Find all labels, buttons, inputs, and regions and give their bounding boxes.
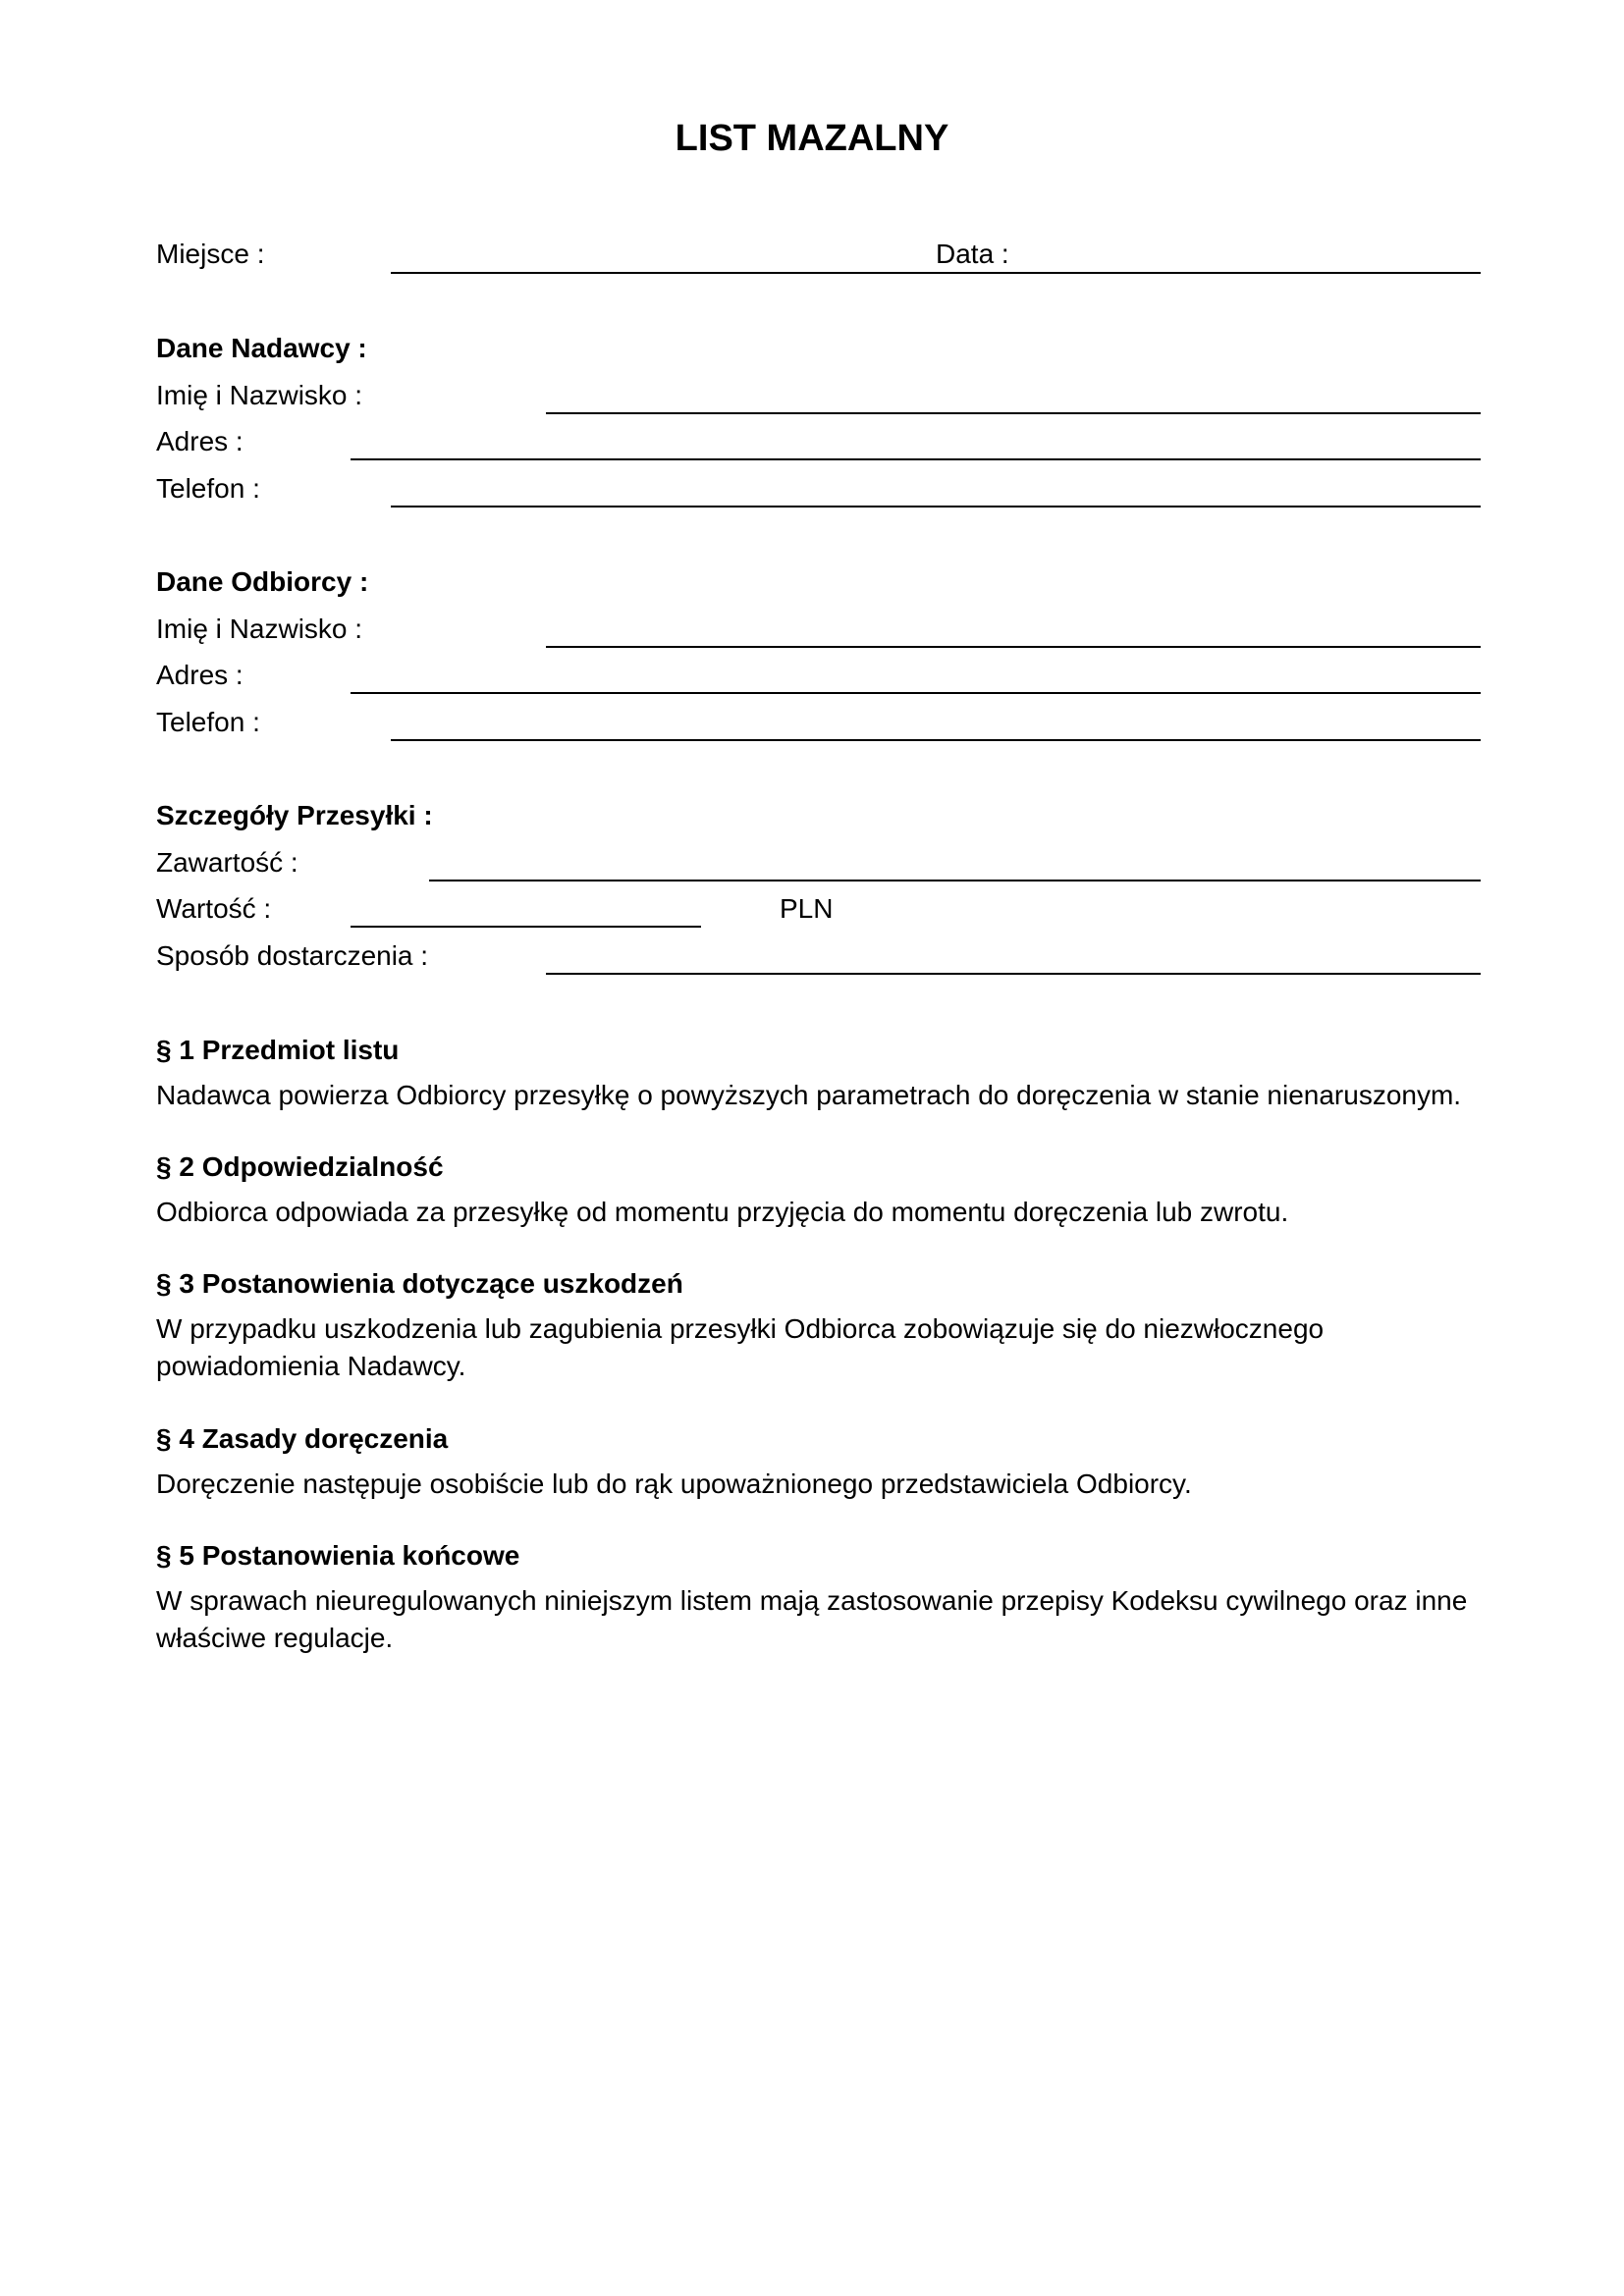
section-5-text: W sprawach nieuregulowanych niniejszym listem mają zastosowanie przepisy Kodeksu cywilnego oraz inne właściwe regulacje. bbox=[156, 1585, 1468, 1653]
sender-phone-label: Telefon : bbox=[156, 473, 260, 504]
recipient-phone-field-line[interactable] bbox=[391, 739, 1481, 741]
shipment-contents-label: Zawartość : bbox=[156, 847, 298, 878]
shipment-contents-field-line[interactable] bbox=[429, 880, 1481, 881]
sender-address-label: Adres : bbox=[156, 426, 244, 456]
section-3-heading: § 3 Postanowienia dotyczące uszkodzeń bbox=[156, 1268, 683, 1299]
recipient-phone-label: Telefon : bbox=[156, 707, 260, 737]
date-label: Data : bbox=[936, 239, 1009, 269]
sender-name-label: Imię i Nazwisko : bbox=[156, 380, 363, 410]
section-3-text: W przypadku uszkodzenia lub zagubienia przesyłki Odbiorca zobowiązuje się do niezwłocznego powiadomienia Nadawcy. bbox=[156, 1313, 1325, 1381]
place-label: Miejsce : bbox=[156, 239, 265, 269]
recipient-name-label: Imię i Nazwisko : bbox=[156, 614, 363, 644]
section-2-text: Odbiorca odpowiada za przesyłkę od momentu przyjęcia do momentu doręczenia lub zwrotu. bbox=[156, 1197, 1289, 1227]
shipment-heading: Szczegóły Przesyłki : bbox=[156, 800, 433, 830]
recipient-name-field-line[interactable] bbox=[546, 646, 1481, 648]
section-4-heading: § 4 Zasady doręczenia bbox=[156, 1423, 449, 1454]
sender-phone-field-line[interactable] bbox=[391, 506, 1481, 507]
sender-heading: Dane Nadawcy : bbox=[156, 333, 367, 363]
shipment-delivery-label: Sposób dostarczenia : bbox=[156, 940, 429, 971]
section-2-heading: § 2 Odpowiedzialność bbox=[156, 1151, 444, 1182]
sender-name-field-line[interactable] bbox=[546, 412, 1481, 414]
shipment-value-field-line[interactable] bbox=[351, 926, 701, 928]
recipient-address-field-line[interactable] bbox=[351, 692, 1481, 694]
document-title: LIST MAZALNY bbox=[675, 118, 949, 159]
recipient-address-label: Adres : bbox=[156, 660, 244, 690]
sender-address-field-line[interactable] bbox=[351, 458, 1481, 460]
shipment-value-label: Wartość : bbox=[156, 893, 272, 924]
section-1-text: Nadawca powierza Odbiorcy przesyłkę o powyższych parametrach do doręczenia w stanie nienaruszonym. bbox=[156, 1080, 1462, 1110]
section-5-heading: § 5 Postanowienia końcowe bbox=[156, 1540, 520, 1571]
place-date-field-line[interactable] bbox=[391, 272, 1481, 274]
section-4-text: Doręczenie następuje osobiście lub do rąk upoważnionego przedstawiciela Odbiorcy. bbox=[156, 1468, 1192, 1499]
recipient-heading: Dane Odbiorcy : bbox=[156, 566, 369, 597]
currency-label: PLN bbox=[780, 893, 834, 924]
shipment-delivery-field-line[interactable] bbox=[546, 973, 1481, 975]
section-1-heading: § 1 Przedmiot listu bbox=[156, 1035, 400, 1065]
